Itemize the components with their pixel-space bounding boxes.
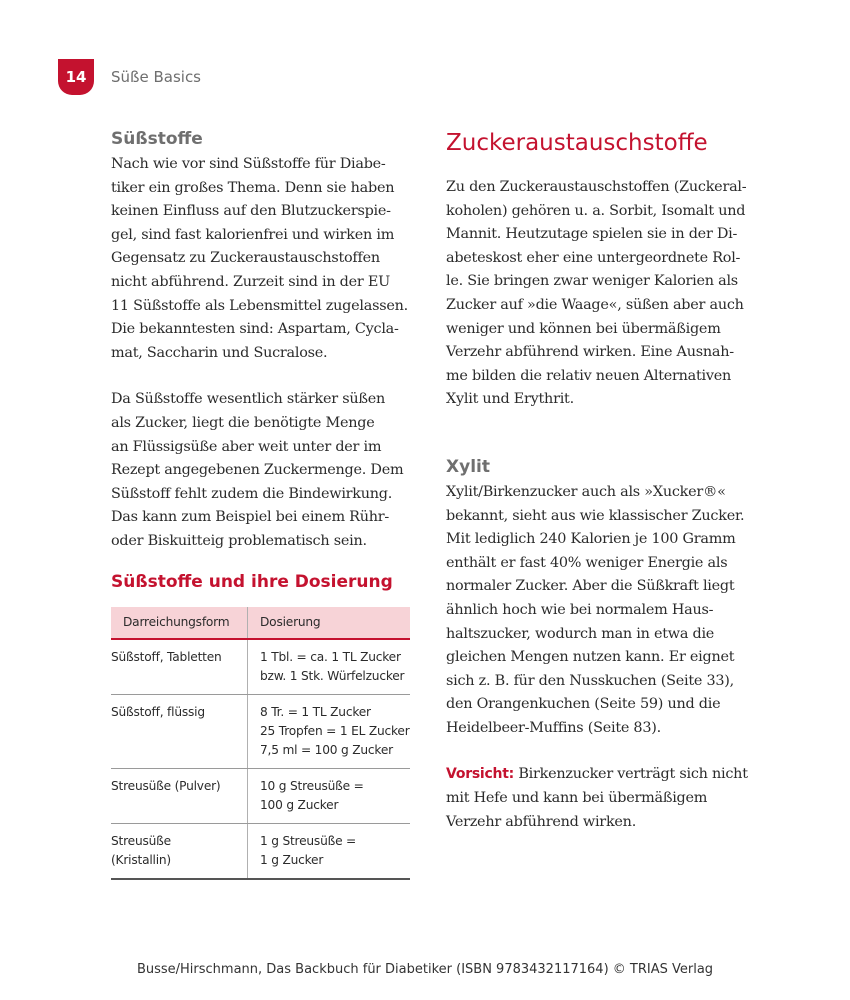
page-number-badge: 14 [58,59,94,95]
warning-label: Vorsicht: [446,766,515,783]
table-row [111,768,410,823]
table-cell-form: Süßstoff, Tabletten [111,639,248,695]
table-header-row [111,607,410,639]
table-row [111,639,410,695]
section-heading-zuckeraustauschstoffe: Zuckeraustauschstoffe [446,130,708,156]
column-header-form: Darreichungsform [111,607,248,639]
subheading-xylit: Xylit [446,456,490,477]
left-column [111,128,411,880]
table-cell-dose: 8 Tr. = 1 TL Zucker 25 Tropfen = 1 EL Zucker 7,5 ml = 100 g Zucker [248,694,411,768]
running-title: Süße Basics [111,68,201,86]
section-heading-suessstoffe: Süßstoffe [111,129,203,149]
paragraph-zuckeraustauschstoffe: Zu den Zuckeraustauschstoffen (Zuckeral- koholen) gehören u. a. Sorbit, Isomalt und Mannit. Heutzutage spielen sie in der Di- abeteskost eher eine untergeordnete Rol- le. Sie bringen zwar weniger Kalorien als Zucker auf »die Waage«, süßen aber auch weniger und können bei übermäßigem Verzehr abführend wirken. Eine Ausnah- me bilden die relativ neuen Alternativen Xylit und Erythrit. [446,179,747,408]
table-row [111,823,410,879]
table-cell-dose: 10 g Streusüße = 100 g Zucker [248,768,411,823]
dosage-table [111,607,410,880]
paragraph-suessstoffe-1: Nach wie vor sind Süßstoffe für Diabe- tiker ein großes Thema. Denn sie haben keinen Einfluss auf den Blutzuckerspie- gel, sind fast kalorienfrei und wirken im Gegensatz zu Zuckeraustauschstoffen nicht abführend. Zurzeit sind in der EU 11 Süßstoffe als Lebensmittel zugelassen. Die bekanntesten sind: Aspartam, Cycla- mat, Saccharin und Sucralose. [111,156,408,361]
table-row [111,694,410,768]
paragraph-xylit: Xylit/Birkenzucker auch als »Xucker®« bekannt, sieht aus wie klassischer Zucker. Mit lediglich 240 Kalorien je 100 Gramm enthält er fast 40% weniger Energie als normaler Zucker. Aber die Süßkraft liegt ähnlich hoch wie bei normalem Haus- haltszucker, wodurch man in etwa die gleichen Mengen nutzen kann. Er eignet sich z. B. für den Nusskuchen (Seite 33), den Orangenkuchen (Seite 59) und die Heidelbeer-Muffins (Seite 83). [446,483,745,736]
table-cell-dose: 1 Tbl. = ca. 1 TL Zucker bzw. 1 Stk. Würfelzucker [248,639,411,695]
table-heading: Süßstoffe und ihre Dosierung [111,571,393,592]
footer-citation: Busse/Hirschmann, Das Backbuch für Diabetiker (ISBN 9783432117164) © TRIAS Verlag [136,962,714,977]
table-cell-dose: 1 g Streusüße = 1 g Zucker [248,823,411,879]
right-column [446,128,756,834]
column-header-dose: Dosierung [248,607,411,639]
warning-note: Vorsicht: Birkenzucker verträgt sich nicht mit Hefe und kann bei übermäßigem Verzehr abführend wirken. [446,766,748,830]
paragraph-suessstoffe-2: Da Süßstoffe wesentlich stärker süßen als Zucker, liegt die benötigte Menge an Flüssigsüße aber weit unter der im Rezept angegebenen Zuckermenge. Dem Süßstoff fehlt zudem die Bindewirkung. Das kann zum Beispiel bei einem Rühr- oder Biskuitteig problematisch sein. [111,391,404,549]
table-cell-form: Streusüße (Pulver) [111,768,248,823]
table-cell-form: Süßstoff, flüssig [111,694,248,768]
table-cell-form: Streusüße (Kristallin) [111,823,248,879]
